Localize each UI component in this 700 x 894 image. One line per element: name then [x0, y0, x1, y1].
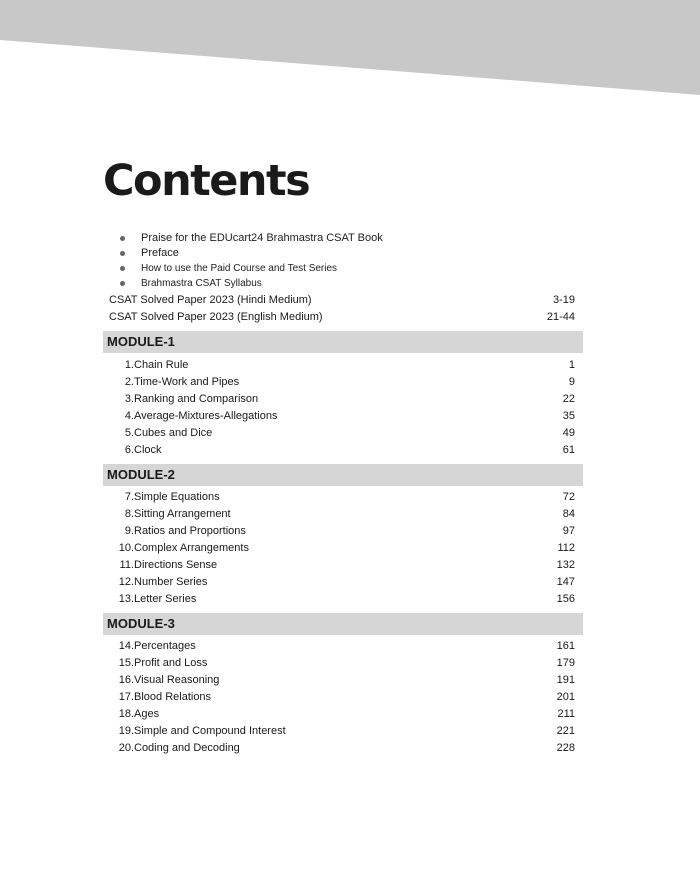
- chapter-title: Ratios and Proportions: [134, 525, 246, 537]
- chapter-number: 1.: [124, 359, 134, 371]
- chapter-title: Letter Series: [134, 593, 197, 605]
- chapter-row: [109, 706, 575, 723]
- chapter-row: [109, 672, 575, 689]
- module-1-chapter-list: [109, 357, 575, 459]
- chapter-number: 7.: [124, 491, 134, 503]
- chapter-page: 61: [562, 444, 575, 456]
- chapter-title: Directions Sense: [134, 559, 218, 571]
- front-matter-item: [120, 231, 383, 246]
- chapter-page: 147: [556, 576, 575, 588]
- chapter-page: 72: [562, 491, 575, 503]
- chapter-number: 10.: [118, 542, 134, 554]
- chapter-title: Blood Relations: [134, 691, 212, 703]
- bullet-dot-icon: [120, 251, 125, 256]
- decorative-header-band: [0, 0, 700, 100]
- bullet-dot-icon: [120, 281, 125, 286]
- module-heading: MODULE-1: [103, 331, 583, 353]
- chapter-title: Sitting Arrangement: [134, 508, 231, 520]
- module-3-chapter-list: [109, 638, 575, 757]
- chapter-title: Ages: [134, 708, 160, 720]
- bullet-dot-icon: [120, 266, 125, 271]
- solved-paper-row: [109, 292, 575, 309]
- chapter-page: 35: [562, 410, 575, 422]
- chapter-row: [109, 425, 575, 442]
- chapter-number: 2.: [124, 376, 134, 388]
- chapter-row: [109, 740, 575, 757]
- front-matter-item: [120, 261, 383, 276]
- chapter-title: Coding and Decoding: [134, 742, 240, 754]
- chapter-row: [109, 506, 575, 523]
- chapter-row: [109, 442, 575, 459]
- chapter-page: 156: [556, 593, 575, 605]
- chapter-title: Percentages: [134, 640, 196, 652]
- chapter-row: [109, 489, 575, 506]
- chapter-row: [109, 557, 575, 574]
- chapter-title: Simple Equations: [134, 491, 220, 503]
- chapter-row: [109, 523, 575, 540]
- chapter-page: 179: [556, 657, 575, 669]
- chapter-number: 4.: [124, 410, 134, 422]
- chapter-page: 221: [556, 725, 575, 737]
- module-2-chapter-list: [109, 489, 575, 608]
- chapter-page: 49: [562, 427, 575, 439]
- module-heading: MODULE-3: [103, 613, 583, 635]
- chapter-row: [109, 540, 575, 557]
- bullet-dot-icon: [120, 236, 125, 241]
- chapter-row: [109, 374, 575, 391]
- chapter-number: 8.: [124, 508, 134, 520]
- chapter-page: 191: [556, 674, 575, 686]
- front-matter-item: [120, 246, 383, 261]
- chapter-page: 1: [568, 359, 575, 371]
- chapter-title: Complex Arrangements: [134, 542, 249, 554]
- front-matter-label: Brahmastra CSAT Syllabus: [141, 278, 262, 289]
- front-matter-item: [120, 276, 383, 291]
- chapter-page: 161: [556, 640, 575, 652]
- chapter-page: 97: [562, 525, 575, 537]
- chapter-number: 16.: [118, 674, 134, 686]
- chapter-row: [109, 655, 575, 672]
- chapter-number: 20.: [118, 742, 134, 754]
- chapter-title: Profit and Loss: [134, 657, 208, 669]
- chapter-title: Clock: [134, 444, 162, 456]
- solved-paper-title: CSAT Solved Paper 2023 (Hindi Medium): [109, 294, 312, 306]
- chapter-row: [109, 391, 575, 408]
- chapter-row: [109, 574, 575, 591]
- chapter-number: 15.: [118, 657, 134, 669]
- front-matter-label: How to use the Paid Course and Test Series: [141, 263, 338, 274]
- solved-paper-row: [109, 309, 575, 326]
- solved-paper-pages: 21-44: [546, 311, 575, 323]
- chapter-row: [109, 689, 575, 706]
- chapter-title: Simple and Compound Interest: [134, 725, 286, 737]
- chapter-title: Ranking and Comparison: [134, 393, 259, 405]
- chapter-number: 14.: [118, 640, 134, 652]
- front-matter-list: [120, 231, 383, 291]
- chapter-number: 12.: [118, 576, 134, 588]
- chapter-row: [109, 591, 575, 608]
- chapter-number: 11.: [119, 559, 134, 571]
- chapter-title: Time-Work and Pipes: [134, 376, 240, 388]
- solved-paper-title: CSAT Solved Paper 2023 (English Medium): [109, 311, 323, 323]
- chapter-number: 18.: [118, 708, 134, 720]
- chapter-number: 6.: [124, 444, 134, 456]
- chapter-row: [109, 357, 575, 374]
- chapter-number: 5.: [124, 427, 134, 439]
- page-title: Contents: [103, 156, 310, 206]
- chapter-title: Chain Rule: [134, 359, 189, 371]
- chapter-number: 9.: [124, 525, 134, 537]
- chapter-title: Cubes and Dice: [134, 427, 213, 439]
- chapter-page: 112: [557, 542, 575, 554]
- chapter-page: 211: [557, 708, 575, 720]
- chapter-row: [109, 723, 575, 740]
- chapter-title: Number Series: [134, 576, 208, 588]
- chapter-page: 84: [562, 508, 575, 520]
- chapter-number: 17.: [118, 691, 134, 703]
- front-matter-label: Preface: [141, 247, 179, 259]
- chapter-page: 132: [556, 559, 575, 571]
- chapter-page: 201: [556, 691, 575, 703]
- chapter-page: 9: [568, 376, 575, 388]
- chapter-row: [109, 408, 575, 425]
- front-matter-label: Praise for the EDUcart24 Brahmastra CSAT Book: [141, 232, 383, 244]
- chapter-title: Average-Mixtures-Allegations: [134, 410, 278, 422]
- chapter-title: Visual Reasoning: [134, 674, 220, 686]
- chapter-row: [109, 638, 575, 655]
- chapter-number: 19.: [118, 725, 134, 737]
- chapter-number: 13.: [118, 593, 134, 605]
- chapter-number: 3.: [124, 393, 134, 405]
- chapter-page: 228: [556, 742, 575, 754]
- chapter-page: 22: [562, 393, 575, 405]
- solved-paper-pages: 3-19: [552, 294, 575, 306]
- module-heading: MODULE-2: [103, 464, 583, 486]
